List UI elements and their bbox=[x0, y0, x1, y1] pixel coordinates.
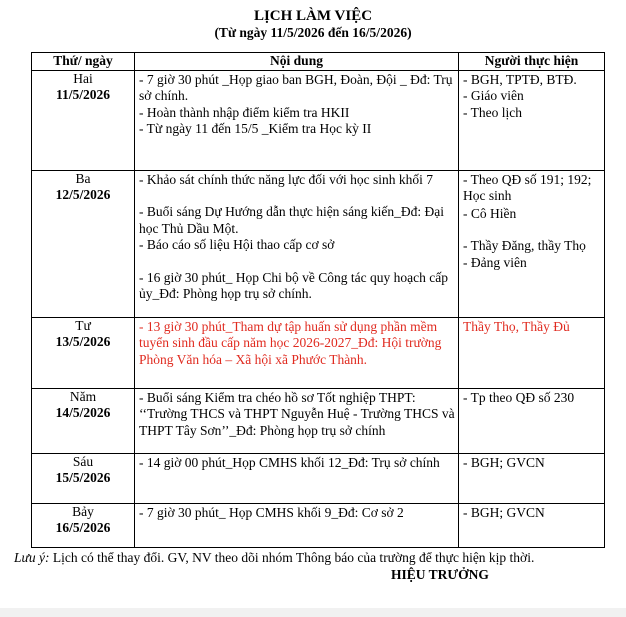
column-header-day: Thứ/ ngày bbox=[32, 53, 135, 71]
person-line: - Cô Hiền bbox=[463, 205, 517, 221]
day-cell bbox=[32, 453, 135, 503]
column-header-content: Nội dung bbox=[135, 53, 459, 71]
day-date: 13/5/2026 bbox=[55, 334, 111, 349]
content-line: - Hoàn thành nhập điểm kiểm tra HKII bbox=[139, 104, 350, 120]
content-line: - 7 giờ 30 phút _Họp giao ban BGH, Đoàn, Đội _ Đđ: Trụ sở chính. bbox=[139, 71, 453, 103]
content-line: - Báo cáo số liệu Hội thao cấp cơ sở bbox=[139, 237, 335, 252]
content-cell bbox=[135, 170, 459, 317]
content-line: - Từ ngày 11 đến 15/5 _Kiểm tra Học kỳ II bbox=[139, 121, 372, 136]
person-line: - Giáo viên bbox=[463, 88, 524, 103]
person-line: - BGH; GVCN bbox=[463, 504, 545, 520]
person-cell bbox=[459, 317, 605, 388]
day-name: Ba bbox=[75, 170, 91, 186]
day-cell bbox=[32, 388, 135, 453]
signature-title: HIỆU TRƯỞNG bbox=[391, 567, 489, 582]
note-label: Lưu ý: bbox=[14, 550, 50, 565]
day-name: Năm bbox=[69, 388, 97, 404]
blank-line bbox=[139, 254, 455, 270]
content-cell bbox=[135, 317, 459, 388]
person-line: - BGH; GVCN bbox=[463, 454, 545, 470]
page-subtitle: (Từ ngày 11/5/2026 đến 16/5/2026) bbox=[214, 25, 412, 40]
day-date: 14/5/2026 bbox=[55, 405, 111, 420]
person-cell bbox=[459, 170, 605, 317]
table-row bbox=[32, 503, 605, 547]
day-date: 15/5/2026 bbox=[55, 470, 111, 485]
day-date: 11/5/2026 bbox=[55, 87, 110, 102]
day-name: Bảy bbox=[72, 503, 94, 519]
day-cell bbox=[32, 70, 135, 170]
content-cell bbox=[135, 453, 459, 503]
person-line: - Theo lịch bbox=[463, 104, 522, 120]
day-name: Tư bbox=[75, 317, 91, 333]
person-cell bbox=[459, 388, 605, 453]
day-cell bbox=[32, 503, 135, 547]
table-row bbox=[32, 317, 605, 388]
blank-line bbox=[139, 188, 455, 204]
content-line: - 14 giờ 00 phút_Họp CMHS khối 12_Đđ: Trụ sở chính bbox=[139, 454, 440, 470]
day-date: 12/5/2026 bbox=[55, 187, 111, 202]
person-line: - BGH, TPTĐ, BTĐ. bbox=[463, 71, 577, 87]
day-cell bbox=[32, 170, 135, 317]
person-cell bbox=[459, 503, 605, 547]
page-title: LỊCH LÀM VIỆC bbox=[253, 8, 373, 24]
person-line: - Theo QĐ số 191; 192; Học sinh bbox=[463, 171, 592, 203]
content-cell bbox=[135, 70, 459, 170]
day-date: 16/5/2026 bbox=[55, 520, 111, 535]
person-line-highlighted: Thầy Thọ, Thầy Đủ bbox=[463, 318, 570, 334]
table-row bbox=[32, 453, 605, 503]
content-line: - 7 giờ 30 phút_ Họp CMHS khối 9_Đđ: Cơ sở 2 bbox=[139, 504, 404, 520]
note bbox=[14, 549, 534, 566]
note-text: Lịch có thể thay đổi. GV, NV theo dõi nhóm Thông báo của trường để thực hiện kịp thời. bbox=[49, 550, 535, 565]
content-line: - Khảo sát chính thức năng lực đối với học sinh khối 7 bbox=[139, 171, 433, 187]
blank-line bbox=[463, 222, 601, 238]
schedule-table bbox=[31, 52, 605, 548]
content-cell bbox=[135, 503, 459, 547]
content-line: - Buổi sáng Dự Hướng dẫn thực hiện sáng kiến_Đđ: Đại học Thủ Dầu Một. bbox=[139, 204, 445, 236]
day-name: Sáu bbox=[72, 453, 94, 469]
content-line: - 16 giờ 30 phút_ Họp Chi bộ về Công tác quy hoạch cấp ủy_Đđ: Phòng họp trụ sở chính. bbox=[139, 269, 448, 301]
person-cell bbox=[459, 453, 605, 503]
day-name: Hai bbox=[73, 70, 93, 86]
bottom-bar bbox=[0, 608, 626, 617]
content-cell bbox=[135, 388, 459, 453]
person-line: - Thầy Đăng, thầy Thọ bbox=[463, 238, 586, 253]
content-line-highlighted: - 13 giờ 30 phút_Tham dự tập huấn sử dụng phần mềm tuyển sinh đầu cấp năm học 2026-2027_Đđ: Hội trường Phòng Văn hóa – Xã hội xã Phước Thành. bbox=[139, 318, 442, 367]
content-line: - Buổi sáng Kiểm tra chéo hồ sơ Tốt nghiệp THPT: ‘‘Trường THCS và THPT Nguyễn Huệ - Trường THCS và THPT Tây Sơn’’_Đđ: Phòng họp trụ sở chính bbox=[139, 389, 455, 438]
table-row bbox=[32, 388, 605, 453]
person-line: - Đảng viên bbox=[463, 254, 527, 270]
person-cell bbox=[459, 70, 605, 170]
column-header-person: Người thực hiện bbox=[459, 53, 605, 71]
table-header-row bbox=[32, 53, 605, 71]
table-row bbox=[32, 70, 605, 170]
person-line: - Tp theo QĐ số 230 bbox=[463, 389, 575, 405]
day-cell bbox=[32, 317, 135, 388]
table-row bbox=[32, 170, 605, 317]
